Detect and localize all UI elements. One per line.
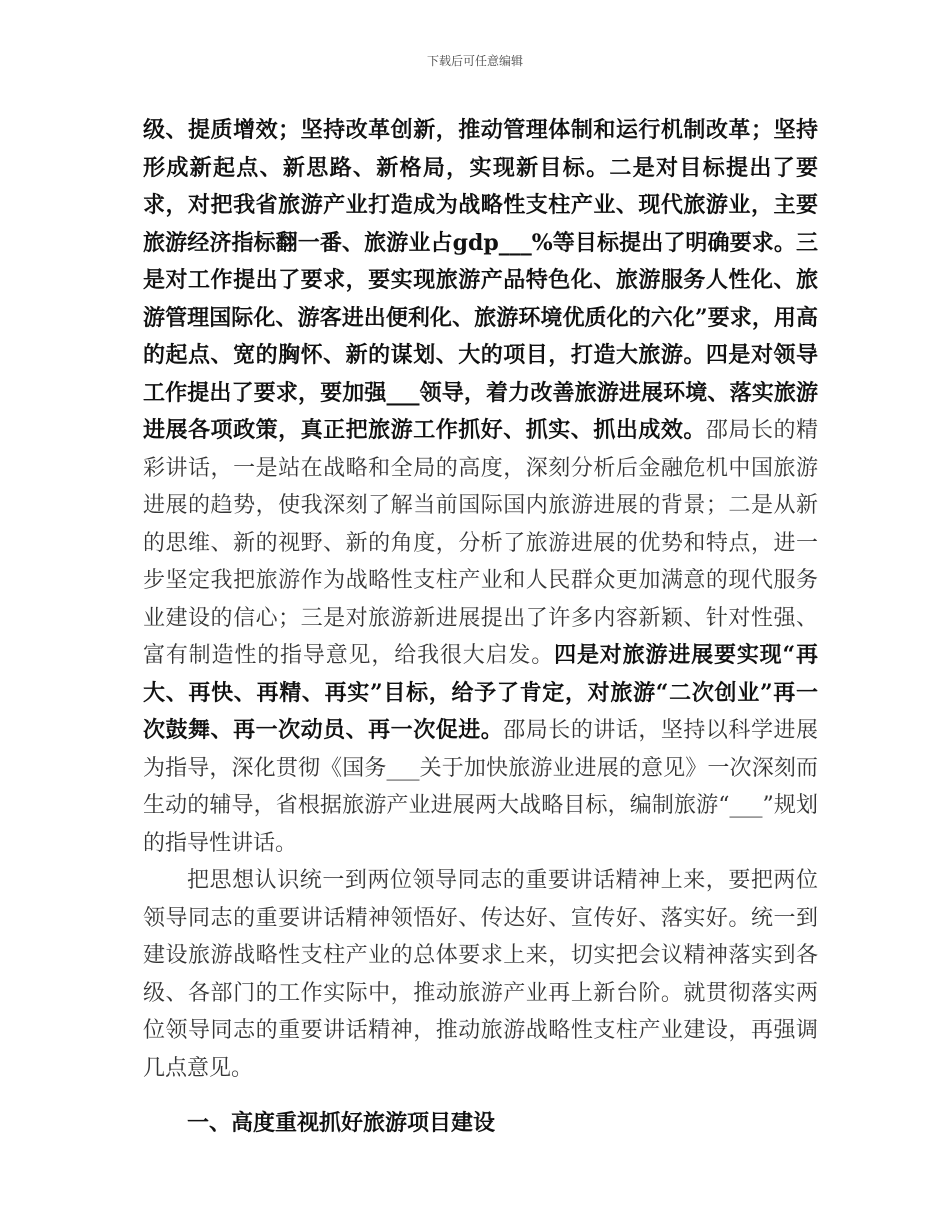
page-header-note: 下载后可任意编辑 [426, 54, 523, 68]
paragraph-1-bold-run-2: 四是对旅游进展要实现“再大、再快、再精、再实”目标，给予了肯定，对旅游“二次创业”再一次鼓舞、再一次动员、再一次促进。 [143, 642, 818, 743]
paragraph-1-normal-run-1: 邵局长的精彩讲话，一是站在战略和全局的高度，深刻分析后金融危机中国旅游进展的趋势，使我深刻了解当前国际国内旅游进展的背景；二是从新的思维、新的视野、新的角度，分析了旅游进展的优势和特点，进一步坚定我把旅游作为战略性支柱产业和人民群众更加满意的现代服务业建设的信心；三是对旅游新进展提出了许多内容新颖、针对性强、富有制造性的指导意见，给我很大启发。 [143, 418, 818, 668]
section-heading: 一、高度重视抓好旅游项目建设 [187, 1110, 496, 1136]
paragraph-2-text: 把思想认识统一到两位领导同志的重要讲话精神上来，要把两位领导同志的重要讲话精神领悟好、传达好、宣传好、落实好。统一到建设旅游战略性支柱产业的总体要求上来，切实把会议精神落实到各级、各部门的工作实际中，推动旅游产业再上新台阶。就贯彻落实两位领导同志的重要讲话精神，推动旅游战略性支柱产业建设，再强调几点意见。 [143, 868, 818, 1081]
paragraph-2 [143, 862, 818, 1087]
document-body [143, 112, 818, 1143]
paragraph-1 [143, 112, 818, 862]
paragraph-1-normal-run-2: 邵局长的讲话，坚持以科学进展为指导，深化贯彻《国务___关于加快旅游业进展的意见》一次深刻而生动的辅导，省根据旅游产业进展两大战略目标，编制旅游“___”规划的指导性讲话。 [143, 718, 818, 856]
paragraph-1-bold-run-1: 级、提质增效；坚持改革创新，推动管理体制和运行机制改革；坚持形成新起点、新思路、新格局，实现新目标。二是对目标提出了要求，对把我省旅游产业打造成为战略性支柱产业、现代旅游业，主要旅游经济指标翻一番、旅游业占gdp___%等目标提出了明确要求。三是对工作提出了要求，要实现旅游产品特色化、旅游服务人性化、旅游管理国际化、游客进出便利化、旅游环境优质化的六化”要求，用高的起点、宽的胸怀、新的谋划、大的项目，打造大旅游。四是对领导工作提出了要求，要加强___领导，着力改善旅游进展环境、落实旅游进展各项政策，真正把旅游工作抓好、抓实、抓出成效。 [143, 117, 818, 443]
